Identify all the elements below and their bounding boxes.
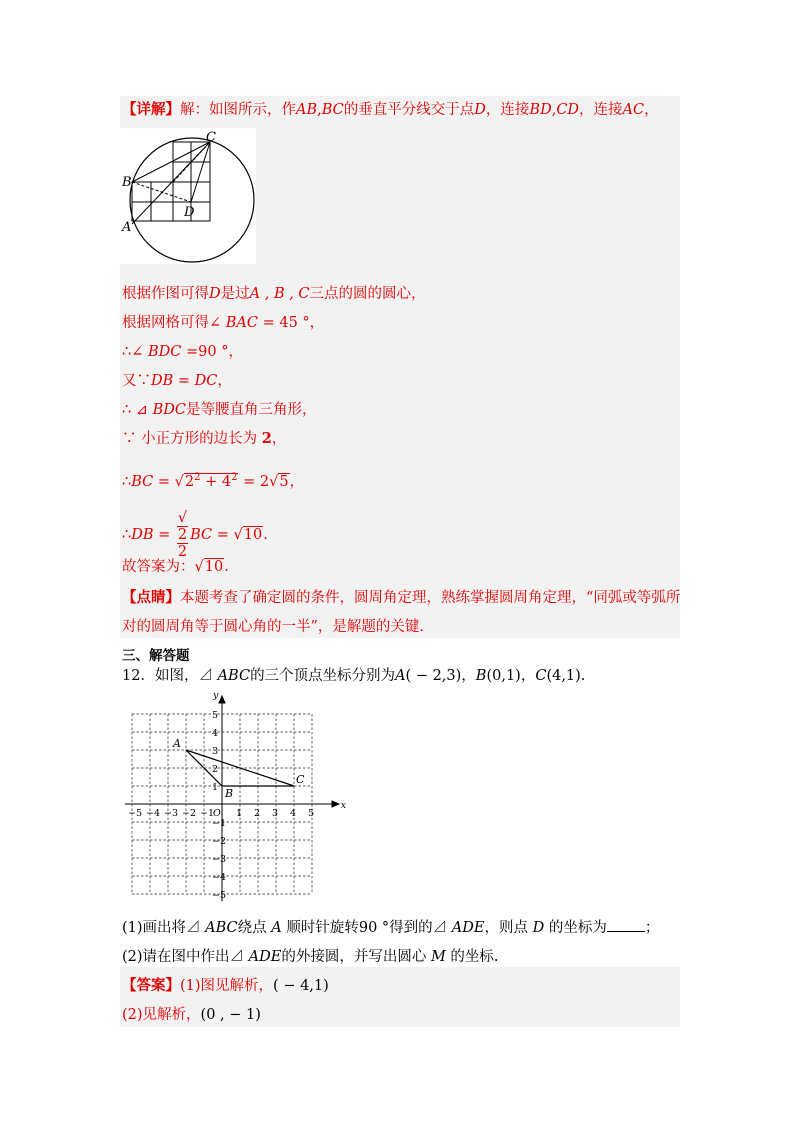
answer-line-2 bbox=[122, 1005, 261, 1025]
y-tick-label: −3 bbox=[212, 854, 227, 865]
math: B bbox=[475, 668, 487, 684]
math: BC bbox=[131, 473, 154, 490]
fraction-numerator: √ 2 bbox=[177, 510, 188, 543]
text: = bbox=[153, 473, 175, 490]
sqrt-radicand: 10 bbox=[204, 559, 224, 575]
math: DC bbox=[194, 373, 218, 389]
text: ( − 2,3)， bbox=[405, 668, 476, 684]
text: 故答案为： bbox=[122, 559, 195, 575]
solution-line-12 bbox=[122, 617, 424, 637]
math: 2 bbox=[231, 472, 238, 483]
text: ∴ bbox=[122, 527, 132, 543]
solution-line-6 bbox=[122, 400, 316, 420]
math: AC bbox=[622, 102, 645, 118]
fraction bbox=[177, 510, 188, 560]
x-tick-label: 1 bbox=[236, 808, 243, 819]
answer-line-1 bbox=[122, 976, 329, 996]
sqrt-radicand: 10 bbox=[243, 527, 263, 543]
x-axis-label: x bbox=[340, 800, 347, 811]
fig-label-a: A bbox=[122, 220, 132, 235]
text: = bbox=[212, 527, 234, 543]
text: = bbox=[153, 527, 175, 543]
solution-line-9: ∴DB = √ 2 2 BC = √10. bbox=[122, 510, 268, 560]
math: D bbox=[474, 102, 486, 118]
y-tick-label: −2 bbox=[212, 836, 227, 847]
sqrt-radicand bbox=[184, 473, 239, 490]
math: BD bbox=[529, 102, 552, 118]
text: (1)图见解析， bbox=[180, 978, 274, 994]
text: 是过 bbox=[220, 286, 250, 302]
math: ADE bbox=[248, 949, 282, 965]
x-tick-label: 5 bbox=[308, 808, 315, 819]
math: ABC bbox=[205, 920, 238, 936]
solution-line-4 bbox=[122, 342, 243, 362]
part-1 bbox=[122, 918, 659, 938]
x-tick-label: −1 bbox=[200, 808, 215, 819]
text: , bbox=[551, 102, 557, 118]
solution-line-10: 故答案为：√10. bbox=[122, 559, 229, 575]
text: 绕点 bbox=[237, 920, 272, 936]
text: ∵ 小正方形的边长为 bbox=[122, 431, 262, 447]
math: AB bbox=[296, 102, 318, 118]
text: 根据网格可得 bbox=[122, 315, 209, 331]
x-tick-label: −5 bbox=[128, 808, 143, 819]
circle-figure bbox=[120, 128, 256, 264]
text: 对的圆周角等于圆心角的一半”，是解题的关键. bbox=[122, 619, 425, 635]
fraction-denominator: 2 bbox=[177, 544, 188, 560]
math: D bbox=[209, 286, 221, 302]
y-tick-label: −1 bbox=[212, 818, 227, 829]
fig-label-d: D bbox=[184, 205, 195, 220]
coordinate-grid bbox=[118, 690, 348, 902]
y-tick-label: −4 bbox=[212, 872, 227, 883]
math: BC bbox=[321, 102, 344, 118]
solution-line-2 bbox=[122, 284, 426, 304]
math: 2 bbox=[184, 473, 195, 490]
text: . bbox=[263, 527, 268, 543]
text: ∴∠ bbox=[122, 344, 148, 360]
comment-tag: 【点睛】 bbox=[122, 589, 180, 606]
text: = 45 °， bbox=[257, 315, 325, 331]
math: ADE bbox=[451, 920, 485, 936]
x-tick-label: 2 bbox=[254, 808, 261, 819]
fig-label-b: B bbox=[122, 175, 132, 190]
text: 本题考查了确定圆的条件，圆周角定理，熟练掌握圆周角定理，“同弧或等弧所 bbox=[180, 590, 681, 606]
math: BDC bbox=[152, 402, 186, 418]
math: DB bbox=[131, 527, 154, 543]
text: ∴ bbox=[122, 473, 132, 490]
text: 三点的圆的圆心， bbox=[309, 286, 426, 302]
question-12 bbox=[122, 666, 585, 686]
math: (0 , − 1) bbox=[200, 1007, 261, 1023]
solution-line-11 bbox=[122, 588, 680, 608]
y-tick-label: 4 bbox=[212, 728, 219, 739]
math: A bbox=[395, 668, 406, 684]
math: BC bbox=[190, 527, 213, 543]
math: 90 ° bbox=[358, 920, 390, 936]
text: = 2 bbox=[238, 473, 270, 490]
math: DB bbox=[151, 373, 174, 389]
text: (0,1)， bbox=[486, 668, 536, 684]
y-axis-label: y bbox=[213, 690, 219, 701]
text: 的三个顶点坐标分别为 bbox=[250, 668, 396, 684]
solution-line-3 bbox=[122, 313, 324, 333]
text: ， bbox=[289, 473, 305, 490]
text: = bbox=[173, 373, 195, 389]
vertex-label-b: B bbox=[225, 787, 234, 800]
text: (2)请在图中作出⊿ bbox=[122, 949, 249, 965]
x-tick-label: −4 bbox=[146, 808, 161, 819]
text: 的坐标. bbox=[445, 949, 499, 965]
part-2 bbox=[122, 947, 499, 967]
text: 12．如图，⊿ bbox=[122, 668, 218, 684]
x-tick-label: 4 bbox=[290, 808, 297, 819]
text: 解：如图所示，作 bbox=[180, 102, 296, 118]
y-tick-label: 1 bbox=[212, 782, 219, 793]
math: CD bbox=[556, 102, 580, 118]
sqrt-radicand: 2 bbox=[177, 527, 188, 543]
x-tick-label: 3 bbox=[272, 808, 279, 819]
text: ，则点 bbox=[484, 920, 533, 936]
text: 顺时针旋转 bbox=[281, 920, 359, 936]
text: ，连接 bbox=[579, 102, 623, 118]
math: A , B , C bbox=[249, 286, 310, 302]
text: ∴ ⊿ bbox=[122, 402, 153, 418]
sqrt-radicand: 5 bbox=[279, 473, 289, 490]
math: A bbox=[271, 920, 282, 936]
math: + 4 bbox=[200, 473, 232, 490]
y-tick-label: 3 bbox=[212, 746, 219, 757]
text: ， bbox=[217, 373, 232, 389]
y-tick-label: 5 bbox=[212, 710, 219, 721]
math: 2 bbox=[194, 472, 201, 483]
math: D bbox=[532, 920, 545, 936]
section-title: 三、解答题 bbox=[122, 648, 190, 664]
y-tick-label: −5 bbox=[212, 890, 227, 901]
text: ，连接 bbox=[485, 102, 530, 118]
text: 是等腰直角三角形， bbox=[185, 402, 317, 418]
origin-label: O bbox=[213, 808, 221, 819]
vertex-label-c: C bbox=[296, 773, 305, 786]
math: 2 bbox=[261, 430, 272, 447]
answer-tag: 【答案】 bbox=[122, 977, 180, 994]
x-tick-label: −3 bbox=[164, 808, 179, 819]
fig-label-c: C bbox=[206, 130, 216, 145]
solution-line-7 bbox=[122, 429, 286, 449]
text: (1)画出将⊿ bbox=[122, 920, 206, 936]
solution-line-5 bbox=[122, 371, 232, 391]
text: ； bbox=[644, 920, 660, 936]
x-tick-label: −2 bbox=[182, 808, 197, 819]
text: ， bbox=[644, 102, 659, 118]
y-axis-arrow bbox=[219, 696, 225, 703]
text: 得到的⊿ bbox=[389, 920, 452, 936]
text: 的外接圆，并写出圆心 bbox=[281, 949, 431, 965]
x-axis-arrow bbox=[332, 801, 339, 807]
solution-line-1 bbox=[122, 100, 659, 120]
answer-blank bbox=[607, 919, 645, 932]
math: BDC bbox=[147, 344, 182, 360]
detail-tag: 【详解】 bbox=[122, 101, 180, 118]
math: C bbox=[535, 668, 547, 684]
text: (4,1). bbox=[546, 668, 586, 684]
text: =90 °， bbox=[181, 344, 243, 360]
text: . bbox=[224, 559, 229, 575]
solution-line-8: ∴BC = $√2^2 + 4^2 = 2√5$， bbox=[122, 472, 305, 490]
text: 的垂直平分线交于点 bbox=[343, 102, 475, 118]
text: (2)见解析， bbox=[122, 1007, 201, 1023]
text: 又∵ bbox=[122, 373, 151, 389]
text: 的坐标为 bbox=[544, 920, 607, 936]
text: ， bbox=[271, 431, 287, 447]
math: ∠ BAC bbox=[209, 315, 258, 331]
math: ABC bbox=[217, 668, 251, 684]
text: , bbox=[317, 102, 322, 118]
math: ( − 4,1) bbox=[273, 978, 329, 994]
y-tick-label: 2 bbox=[212, 764, 219, 775]
text: 根据作图可得 bbox=[122, 286, 209, 302]
vertex-label-a: A bbox=[173, 737, 181, 750]
math: M bbox=[430, 949, 446, 965]
